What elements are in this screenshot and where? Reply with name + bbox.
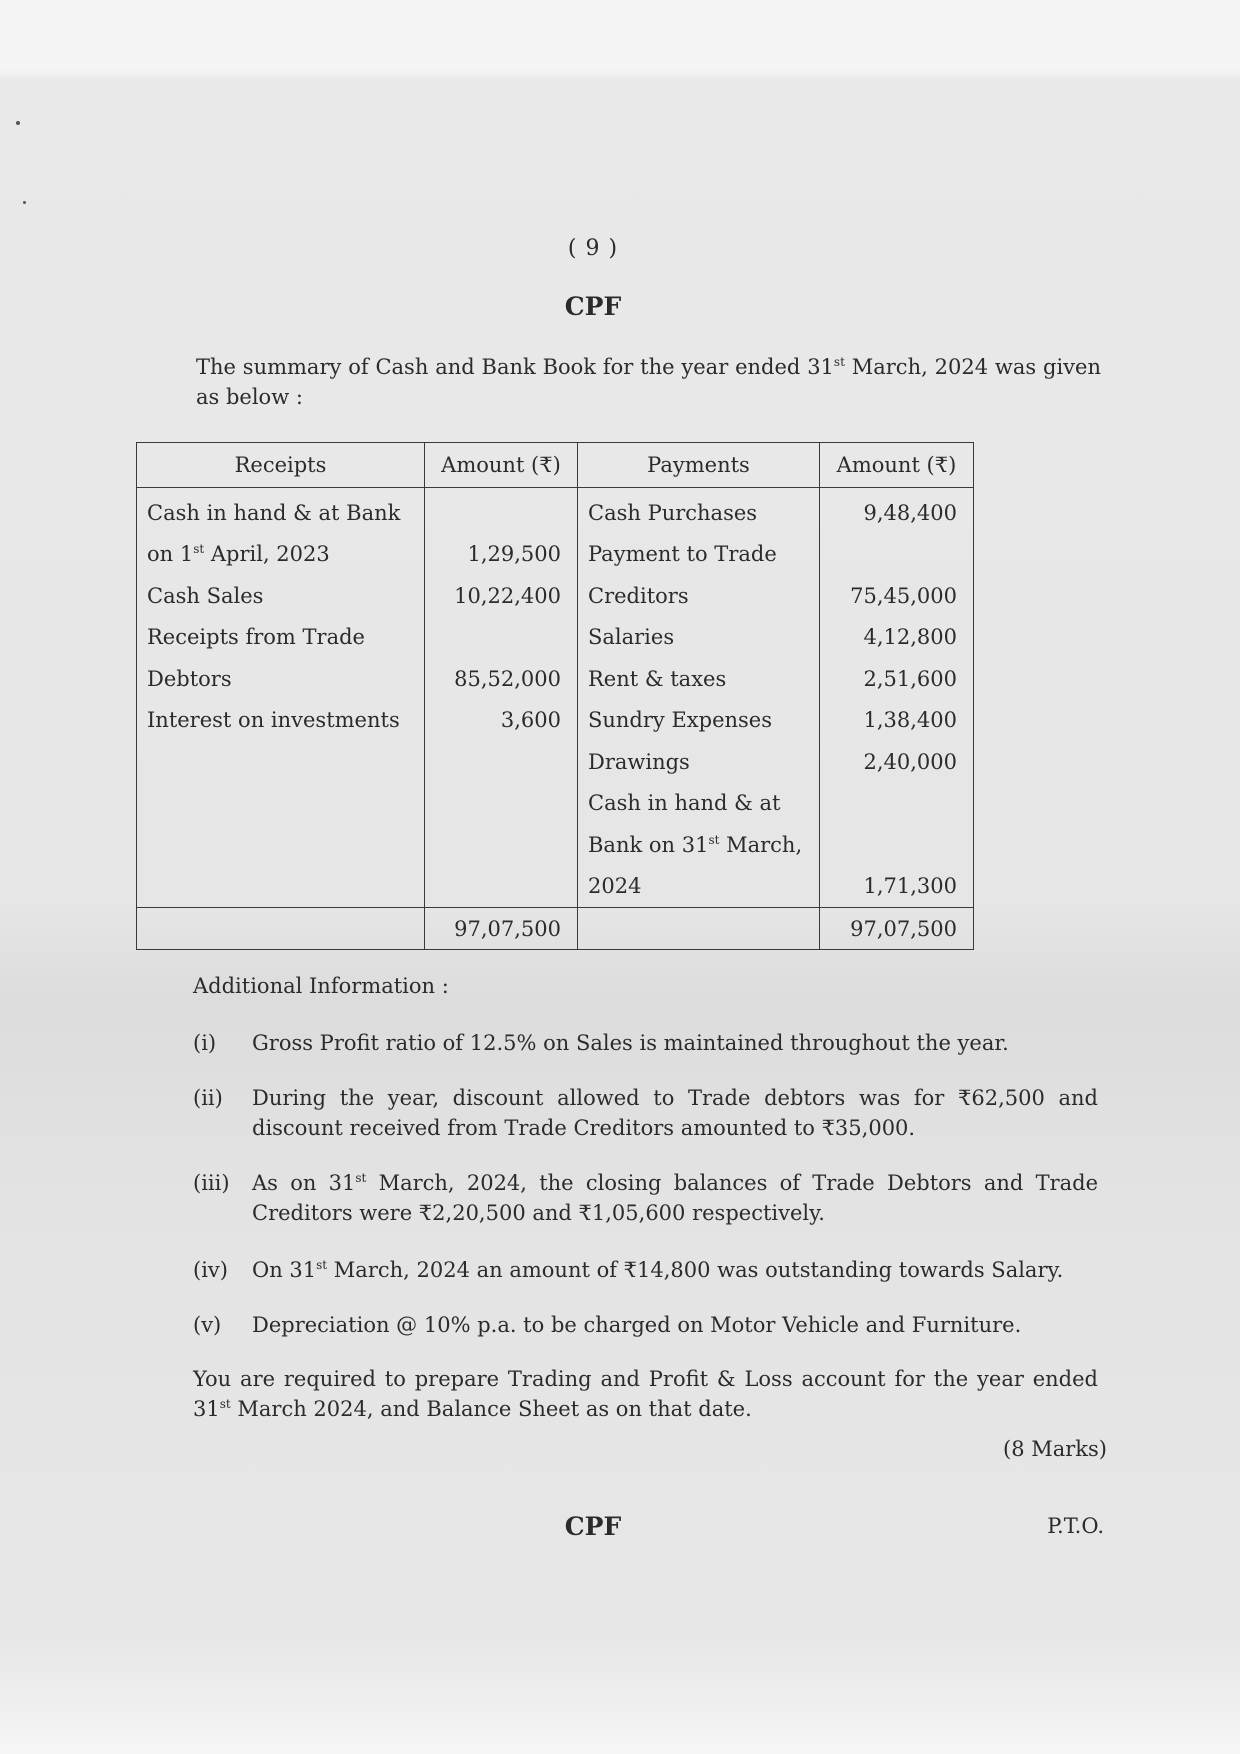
payment-cell: 2024 [578, 866, 820, 908]
receipt-amount-cell [425, 866, 578, 908]
payment-amount-cell: 2,51,600 [820, 658, 974, 700]
totals-row [137, 908, 974, 950]
item-text: Gross Profit ratio of 12.5% on Sales is maintained throughout the year. [252, 1031, 1009, 1055]
header-payment-amount: Amount (₹) [820, 443, 974, 488]
payment-amount-cell: 2,40,000 [820, 741, 974, 783]
payment-cell: Payment to Trade [578, 534, 820, 576]
table-row [137, 783, 974, 825]
info-item [193, 1255, 1098, 1285]
item-number: (v) [193, 1313, 222, 1337]
receipt-amount-cell: 3,600 [425, 700, 578, 742]
table-row [137, 700, 974, 742]
receipt-amount-cell: 85,52,000 [425, 658, 578, 700]
payment-cell: Bank on 31st March, [578, 824, 820, 866]
receipts-total: 97,07,500 [425, 908, 578, 950]
item-text: Depreciation @ 10% p.a. to be charged on Motor Vehicle and Furniture. [252, 1313, 1022, 1337]
item-text: During the year, discount allowed to Trade debtors was for ₹62,500 and discount received from Trade Creditors amounted to ₹35,000. [252, 1086, 1098, 1140]
table-row [137, 488, 974, 534]
paper-code-header: CPF [564, 292, 622, 321]
info-item [193, 1310, 1098, 1340]
payment-amount-cell [820, 783, 974, 825]
table-row [137, 824, 974, 866]
table-header-row [137, 443, 974, 488]
payment-cell: Creditors [578, 575, 820, 617]
receipt-amount-cell [425, 824, 578, 866]
table-row [137, 534, 974, 576]
receipt-amount-cell: 10,22,400 [425, 575, 578, 617]
receipt-amount-cell: 1,29,500 [425, 534, 578, 576]
table-row [137, 866, 974, 908]
receipt-cell: Cash in hand & at Bank [137, 488, 425, 534]
receipt-amount-cell [425, 617, 578, 659]
item-number: (iv) [193, 1258, 228, 1282]
additional-info-heading: Additional Information : [193, 974, 449, 998]
info-item [193, 1028, 1098, 1058]
receipt-cell [137, 783, 425, 825]
receipt-cell [137, 866, 425, 908]
totals-blank-cell [578, 908, 820, 950]
receipt-cell: Cash Sales [137, 575, 425, 617]
payment-cell: Cash Purchases [578, 488, 820, 534]
payment-amount-cell [820, 534, 974, 576]
receipt-cell [137, 824, 425, 866]
table-row [137, 658, 974, 700]
payments-total: 97,07,500 [820, 908, 974, 950]
receipt-amount-cell [425, 488, 578, 534]
totals-blank-cell [137, 908, 425, 950]
item-text: On 31st March, 2024 an amount of ₹14,800 was outstanding towards Salary. [252, 1258, 1064, 1282]
marks-label: (8 Marks) [1003, 1437, 1107, 1461]
item-number: (iii) [193, 1171, 230, 1195]
item-number: (ii) [193, 1086, 223, 1110]
table-row [137, 617, 974, 659]
info-item [193, 1168, 1098, 1228]
payment-cell: Sundry Expenses [578, 700, 820, 742]
payment-cell: Rent & taxes [578, 658, 820, 700]
pto-label: P.T.O. [1047, 1514, 1104, 1538]
receipt-cell [137, 741, 425, 783]
scan-speck [23, 201, 26, 204]
receipt-amount-cell [425, 783, 578, 825]
info-item [193, 1083, 1098, 1143]
question-intro: The summary of Cash and Bank Book for the year ended 31st March, 2024 was given as below : [196, 355, 1101, 409]
table-row [137, 575, 974, 617]
payment-amount-cell: 1,71,300 [820, 866, 974, 908]
page-number: ( 9 ) [567, 236, 619, 261]
receipt-cell: Interest on investments [137, 700, 425, 742]
table-row [137, 741, 974, 783]
scan-speck [16, 121, 20, 125]
header-receipts: Receipts [137, 443, 425, 488]
payment-amount-cell: 9,48,400 [820, 488, 974, 534]
payment-amount-cell: 1,38,400 [820, 700, 974, 742]
header-payments: Payments [578, 443, 820, 488]
item-number: (i) [193, 1031, 217, 1055]
payment-cell: Cash in hand & at [578, 783, 820, 825]
payment-cell: Drawings [578, 741, 820, 783]
item-text: As on 31st March, 2024, the closing balances of Trade Debtors and Trade Creditors were ₹2,20,500 and ₹1,05,600 respectively. [252, 1171, 1099, 1225]
question-instruction: You are required to prepare Trading and Profit & Loss account for the year ended 31st March 2024, and Balance Sheet as on that date. [193, 1367, 1098, 1421]
cash-bank-summary-table [136, 442, 974, 950]
receipt-cell: on 1st April, 2023 [137, 534, 425, 576]
payment-cell: Salaries [578, 617, 820, 659]
payment-amount-cell [820, 824, 974, 866]
payment-amount-cell: 75,45,000 [820, 575, 974, 617]
receipt-cell: Receipts from Trade [137, 617, 425, 659]
payment-amount-cell: 4,12,800 [820, 617, 974, 659]
paper-code-footer: CPF [564, 1512, 622, 1541]
receipt-amount-cell [425, 741, 578, 783]
header-receipt-amount: Amount (₹) [425, 443, 578, 488]
receipt-cell: Debtors [137, 658, 425, 700]
